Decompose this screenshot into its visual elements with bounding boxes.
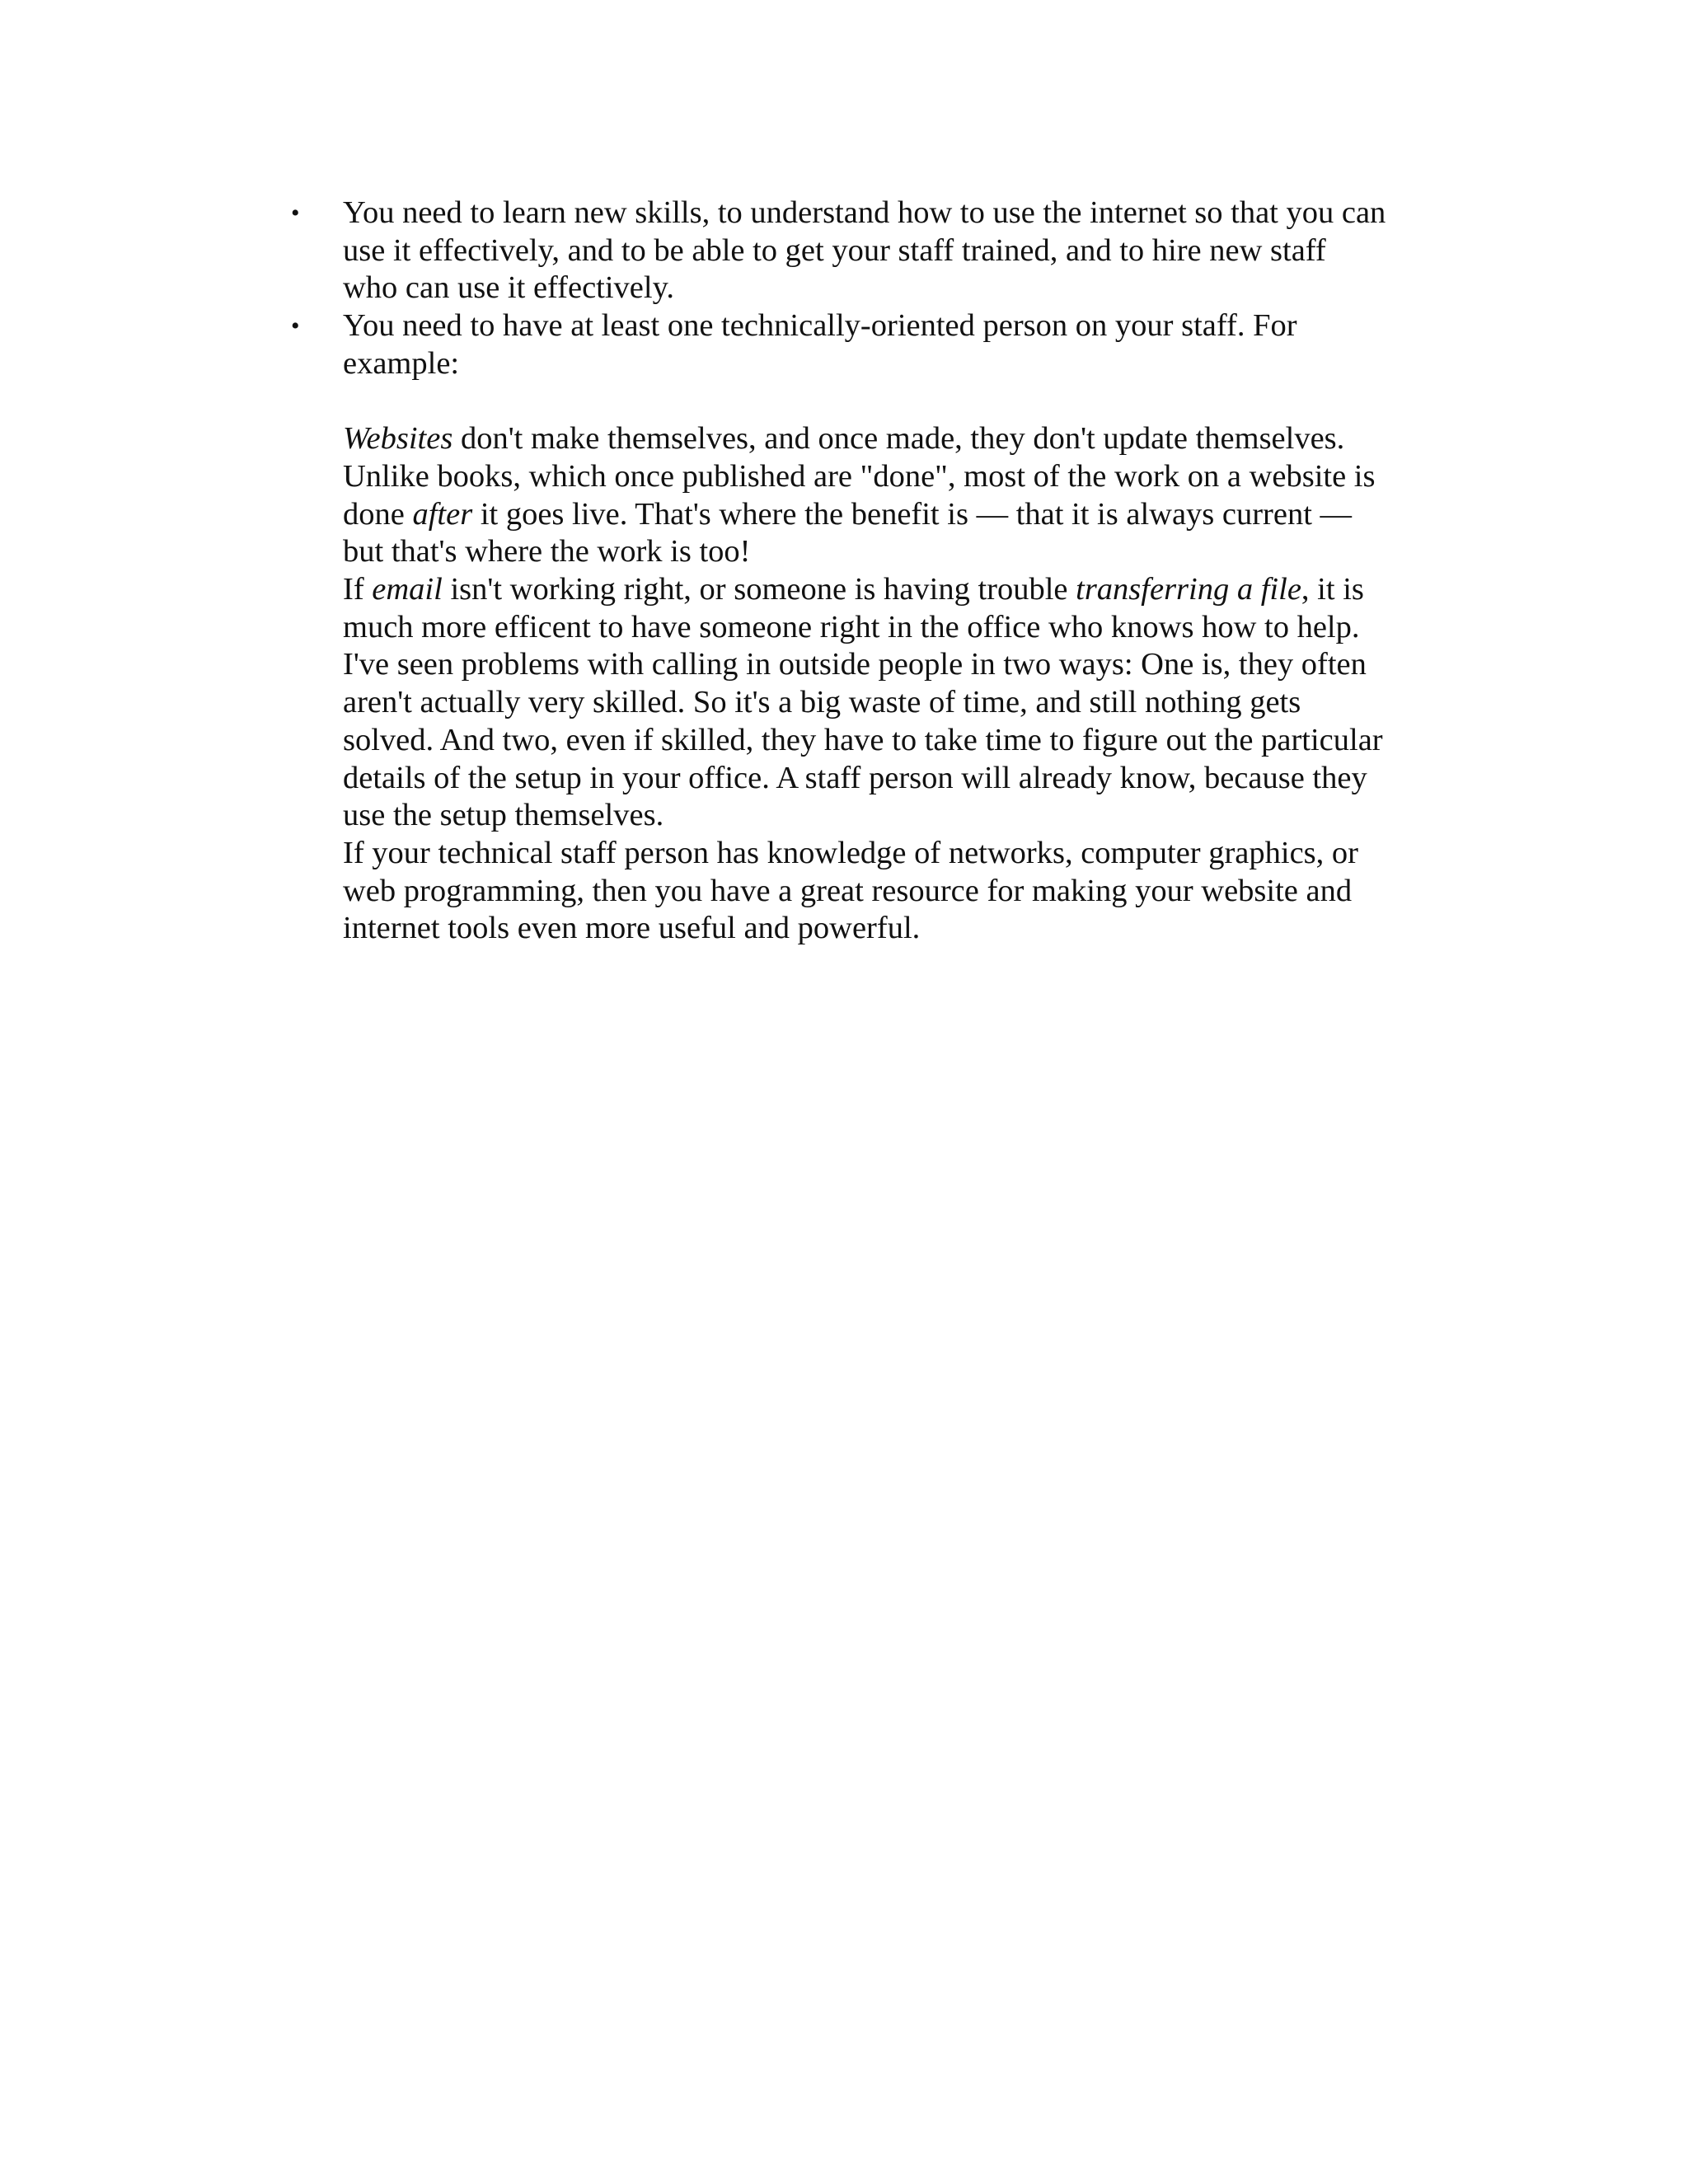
paragraph-websites <box>288 420 1442 571</box>
text-run: isn't working right, or someone is having trouble <box>442 572 1076 607</box>
text-line: use it effectively, and to be able to get your staff trained, and to hire new staff <box>343 232 1326 268</box>
paragraph-email <box>288 571 1442 835</box>
text-line: aren't actually very skilled. So it's a big waste of time, and still nothing gets <box>343 685 1301 720</box>
text-line: internet tools even more useful and powerful. <box>343 911 921 946</box>
document-body <box>288 194 1442 948</box>
text-run: If <box>343 572 373 607</box>
text-line: details of the setup in your office. A staff person will already know, because they <box>343 760 1367 795</box>
bullet-list <box>288 194 1442 383</box>
paragraph-technical-staff <box>288 835 1442 948</box>
text-line: use the setup themselves. <box>343 798 664 833</box>
text-line <box>343 420 1442 458</box>
emphasis-text: email <box>372 572 443 607</box>
list-item <box>288 307 1442 382</box>
text-line: web programming, then you have a great resource for making your website and <box>343 873 1353 908</box>
list-item <box>288 194 1442 307</box>
text-line <box>343 496 1442 534</box>
text-line: solved. And two, even if skilled, they have to take time to figure out the particular <box>343 722 1383 757</box>
text-run: , it is <box>1301 572 1364 607</box>
text-line: but that's where the work is too! <box>343 534 751 569</box>
text-line: example: <box>343 345 460 381</box>
text-line: You need to learn new skills, to understand how to use the internet so that you can <box>343 195 1386 230</box>
emphasis-text: transferring a file <box>1076 572 1301 607</box>
emphasis-text: Websites <box>343 421 453 457</box>
text-line: You need to have at least one technically-oriented person on your staff. For <box>343 308 1297 344</box>
text-run: it goes live. That's where the benefit is — that it is always current — <box>472 496 1353 532</box>
text-line: Unlike books, which once published are "done", most of the work on a website is <box>343 458 1376 494</box>
text-run: don't make themselves, and once made, they don't update themselves. <box>452 421 1345 457</box>
text-line: who can use it effectively. <box>343 270 674 306</box>
text-line <box>343 571 1442 609</box>
text-line: I've seen problems with calling in outside people in two ways: One is, they often <box>343 647 1367 682</box>
emphasis-text: after <box>412 496 473 532</box>
text-run: done <box>343 496 413 532</box>
blank-line <box>288 383 1442 421</box>
text-line: If your technical staff person has knowledge of networks, computer graphics, or <box>343 835 1358 870</box>
text-line: much more efficent to have someone right in the office who knows how to help. <box>343 609 1360 644</box>
bullet-icon: • <box>291 199 300 227</box>
bullet-icon: • <box>291 312 300 340</box>
